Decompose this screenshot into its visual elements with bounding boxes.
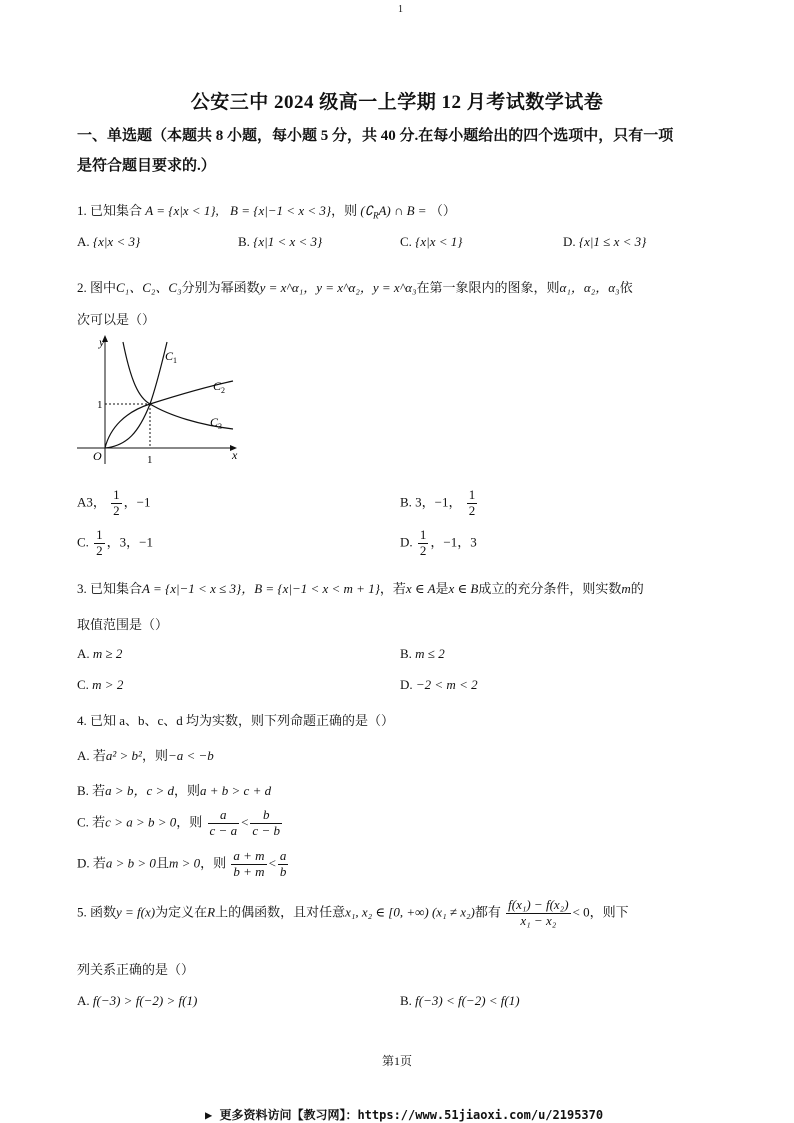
q2-option-d[interactable]: D. $\frac{1}{2}$ ，−1，3 (400, 527, 477, 558)
q2-option-c[interactable]: C. $\frac{1}{2}$ ，3，−1 (77, 527, 154, 558)
q1-option-c[interactable]: C. {x|x < 1} (400, 234, 463, 249)
q2-option-b[interactable]: B. 3，−1， $\frac{1}{2}$ (400, 487, 476, 518)
question-4-stem: 4. 已知 a、b、c、d 均为实数，则下列命题正确的是（） (77, 713, 395, 728)
origin-label: O (93, 449, 102, 463)
q1-set-a: A = {x|x < 1} (145, 203, 216, 218)
q4-option-c[interactable]: C. 若c > a > b > 0，则 $\frac{a}{c - a}$ < $\frac{b}{c - b}$ (77, 807, 280, 838)
power-function-graph (75, 332, 245, 467)
q1-option-d[interactable]: D. {x|1 ≤ x < 3} (563, 234, 647, 249)
q3-option-a[interactable]: A. m ≥ 2 (77, 646, 123, 661)
q3-option-d[interactable]: D. −2 < m < 2 (400, 677, 478, 692)
x-tick-1: 1 (147, 454, 153, 466)
question-5-stem-line2: 列关系正确的是（） (77, 962, 195, 977)
q2-option-a[interactable]: A3， $\frac{1}{2}$ ，−1 (77, 487, 151, 518)
y-axis-label: y (99, 335, 105, 349)
label-c3: $C_3$ (210, 415, 223, 431)
question-3-stem-line2: 取值范围是（） (77, 617, 169, 632)
q1-expr: $(∁_RA)$ ∩ B = (360, 203, 427, 221)
q4-option-d[interactable]: D. 若a > b > 0且m > 0，则 $\frac{a + m}{b + m}$ < $\frac{a}{b}$ (77, 848, 287, 879)
x-axis-label: x (232, 448, 238, 462)
q1-set-b: B = {x|−1 < x < 3} (230, 203, 332, 218)
section-heading-line1: 一、单选题（本题共 8 小题，每小题 5 分，共 40 分.在每小题给出的四个选项中，只有一项 (77, 128, 674, 144)
q3-option-c[interactable]: C. m > 2 (77, 677, 124, 692)
footer-link[interactable]: ▶ 更多资料访问【教习网】：https://www.51jiaoxi.com/u/2195370 (205, 1108, 604, 1122)
q4-option-b[interactable]: B. 若a > b，c > d，则a + b > c + d (77, 783, 272, 798)
question-1-stem: 1. 已知集合 A = {x|x < 1}, B = {x|−1 < x < 3}，则 $(∁_RA)$ ∩ B = （） (77, 203, 456, 221)
question-2-stem-line2: 次可以是（） (77, 312, 156, 327)
q3-option-b[interactable]: B. m ≤ 2 (400, 646, 445, 661)
page-title: 公安三中 2024 级高一上学期 12 月考试数学试卷 (190, 92, 604, 113)
q5-option-b[interactable]: B. f(−3) < f(−2) < f(1) (400, 993, 520, 1008)
question-3-stem-line1: 3. 已知集合A = {x|−1 < x ≤ 3}，B = {x|−1 < x < m + 1}，若x ∈ A是x ∈ B成立的充分条件，则实数m的 (77, 581, 644, 596)
page-number: 第1页 (381, 1054, 412, 1068)
section-heading-line2: 是符合题目要求的.） (77, 158, 216, 174)
header-mark: 1 (398, 4, 403, 15)
q5-option-a[interactable]: A. f(−3) > f(−2) > f(1) (77, 993, 198, 1008)
label-c2: $C_2$ (213, 379, 226, 395)
label-c1: $C_1$ (165, 349, 178, 365)
q1-option-b[interactable]: B. {x|1 < x < 3} (238, 234, 323, 249)
q4-option-a[interactable]: A. 若a² > b²，则−a < −b (77, 748, 214, 763)
q1-option-a[interactable]: A. {x|x < 3} (77, 234, 141, 249)
question-5-stem-line1: 5. 函数y = f(x)为定义在R上的偶函数，且对任意x₁, x₂ ∈ [0, +∞) (x₁ ≠ x₂)都有 $\frac{\text{f(x₁) − f(x₂)}}{\text{x₁ − x₂}}$ < 0，则下 (77, 897, 629, 928)
y-tick-1: 1 (97, 399, 103, 411)
curve-c1 (105, 342, 167, 448)
question-2-stem-line1: 2. 图中C₁、C₂、C₃分别为幂函数y = x^α₁，y = x^α₂，y = x^α₃在第一象限内的图象，则α₁，α₂，α₃依 (77, 280, 633, 295)
